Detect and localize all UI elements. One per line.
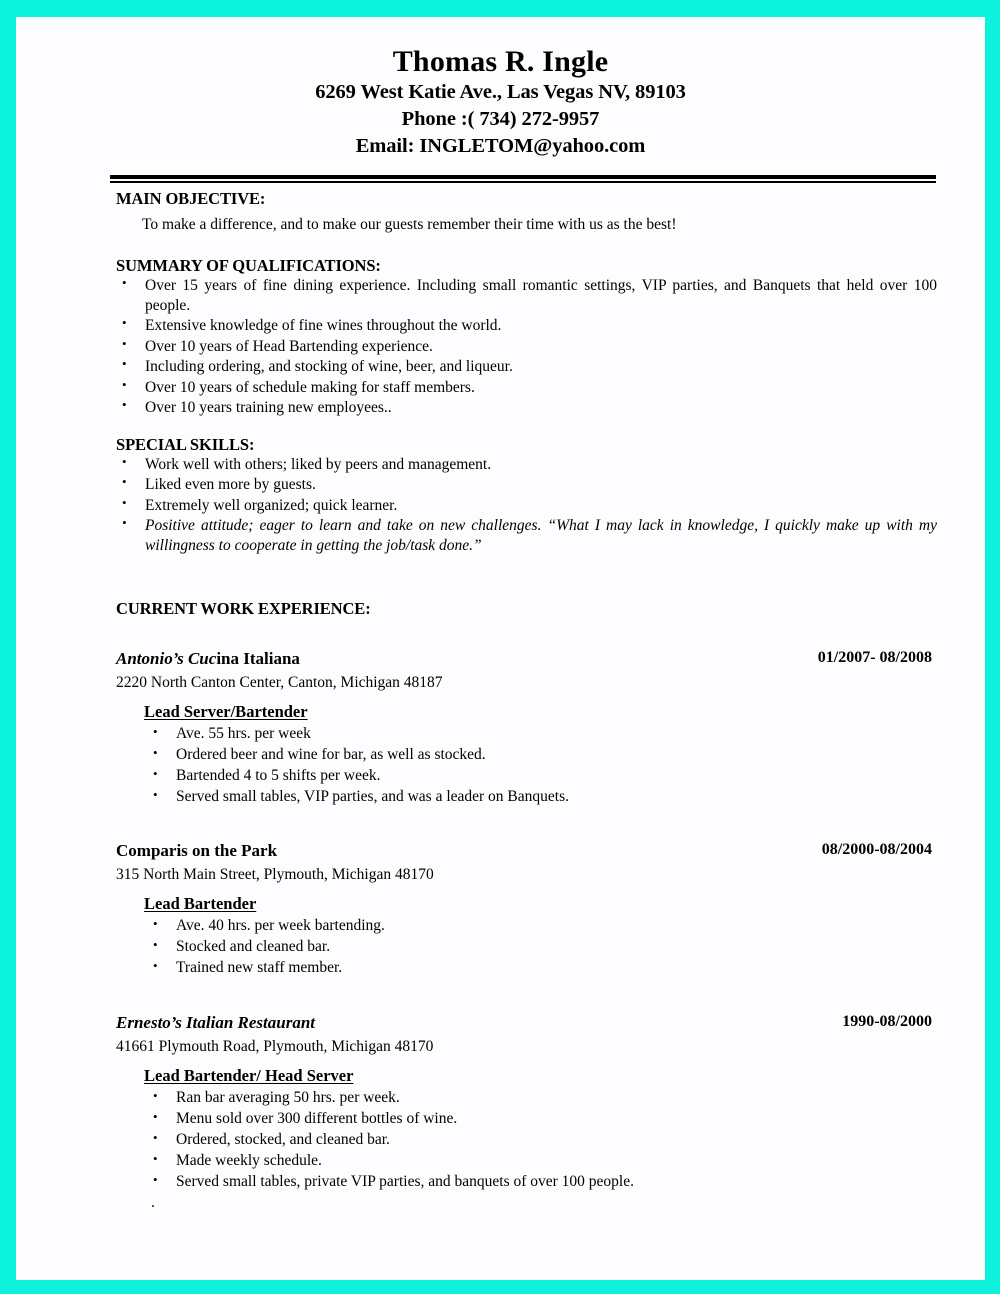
objective-statement: To make a difference, and to make our guests remember their time with us as the best! <box>142 216 677 233</box>
section-heading-qualifications: SUMMARY OF QUALIFICATIONS: <box>116 256 381 275</box>
section-heading-objective: MAIN OBJECTIVE: <box>116 189 266 208</box>
header-divider <box>110 175 936 183</box>
job-company <box>116 1013 315 1032</box>
list-item: • Ordered beer and wine for bar, as well as stocked. <box>176 745 985 766</box>
qualifications-list <box>16 276 985 418</box>
job-header-row <box>116 649 985 671</box>
job-header-row <box>116 841 985 863</box>
list-item: • Stocked and cleaned bar. <box>176 937 985 958</box>
list-item: • Made weekly schedule. <box>176 1151 985 1172</box>
job-duties-list <box>16 1088 985 1193</box>
job-dates: 01/2007- 08/2008 <box>817 648 932 666</box>
job-title: Lead Bartender <box>144 893 257 913</box>
list-item: • Bartended 4 to 5 shifts per week. <box>176 766 985 787</box>
candidate-name: Thomas R. Ingle <box>392 45 609 78</box>
job-address: 315 North Main Street, Plymouth, Michigan 48170 <box>116 865 434 883</box>
job-title-wrapper <box>16 884 985 914</box>
resume-page <box>16 17 985 1280</box>
list-item: • Served small tables, private VIP parties, and banquets of over 100 people. <box>176 1172 985 1193</box>
list-item: • Trained new staff member. <box>176 958 985 979</box>
job-title-wrapper <box>16 692 985 722</box>
list-item: • Extensive knowledge of fine wines throughout the world. <box>145 316 985 336</box>
job-title: Lead Bartender/ Head Server <box>144 1065 354 1085</box>
job-title-wrapper <box>16 1056 985 1086</box>
job-entry <box>16 841 985 979</box>
list-item: • Positive attitude; eager to learn and take on new challenges. “What I may lack in knowledge, I quickly make up with my willingness to cooperate in getting the job/task done.” <box>145 516 985 556</box>
list-item: • Over 10 years of schedule making for staff members. <box>145 378 985 398</box>
section-heading-special-skills: SPECIAL SKILLS: <box>116 434 255 454</box>
job-company-plain-part: Comparis on the Park <box>116 840 278 860</box>
job-duties-list <box>16 724 985 808</box>
candidate-email: Email: INGLETOM@yahoo.com <box>355 135 646 158</box>
section-heading-work-experience: CURRENT WORK EXPERIENCE: <box>116 598 371 618</box>
list-item: • Over 10 years of Head Bartending experience. <box>145 337 985 357</box>
list-item: • Work well with others; liked by peers and management. <box>145 455 985 475</box>
list-item: • Served small tables, VIP parties, and was a leader on Banquets. <box>176 787 985 808</box>
spacer <box>16 557 985 599</box>
job-entry <box>16 649 985 808</box>
resume-header <box>16 17 985 161</box>
list-item: • Ave. 40 hrs. per week bartending. <box>176 916 985 937</box>
job-address: 41661 Plymouth Road, Plymouth, Michigan 48170 <box>116 1037 434 1055</box>
list-item: • Menu sold over 300 different bottles of wine. <box>176 1109 985 1130</box>
job-company-italic-part: Ernesto’s Italian Restaurant <box>116 1012 316 1032</box>
job-company <box>116 841 277 860</box>
list-item: • Including ordering, and stocking of wine, beer, and liqueur. <box>145 357 985 377</box>
candidate-address: 6269 West Katie Ave., Las Vegas NV, 89103 <box>315 81 686 104</box>
list-item: • Liked even more by guests. <box>145 475 985 495</box>
resume-sheet <box>16 17 985 1280</box>
list-item: • Ordered, stocked, and cleaned bar. <box>176 1130 985 1151</box>
special-skills-list <box>16 455 985 556</box>
job-entry <box>16 1013 985 1212</box>
job-dates: 1990-08/2000 <box>842 1012 932 1030</box>
job-header-row <box>116 1013 985 1035</box>
resume-body <box>16 189 985 1211</box>
job-company-plain-part: ina Italiana <box>216 648 300 668</box>
job-company-italic-part: Antonio’s Cuc <box>116 648 217 668</box>
trailing-period-mark: . <box>151 1194 155 1212</box>
list-item: • Over 10 years training new employees.. <box>145 398 985 418</box>
list-item: • Ave. 55 hrs. per week <box>176 724 985 745</box>
job-address: 2220 North Canton Center, Canton, Michigan 48187 <box>116 673 443 691</box>
spacer <box>16 234 985 256</box>
divider-thin-line <box>110 181 936 183</box>
list-item: • Over 15 years of fine dining experience. Including small romantic settings, VIP parties, and Banquets that held over 100 people. <box>145 276 985 316</box>
candidate-phone: Phone :( 734) 272-9957 <box>401 108 600 131</box>
job-dates: 08/2000-08/2004 <box>821 840 932 858</box>
job-title: Lead Server/Bartender <box>144 701 308 721</box>
job-duties-list <box>16 916 985 979</box>
job-company <box>116 649 300 668</box>
spacer <box>16 419 985 435</box>
list-item: • Extremely well organized; quick learner. <box>145 496 985 516</box>
list-item: • Ran bar averaging 50 hrs. per week. <box>176 1088 985 1109</box>
